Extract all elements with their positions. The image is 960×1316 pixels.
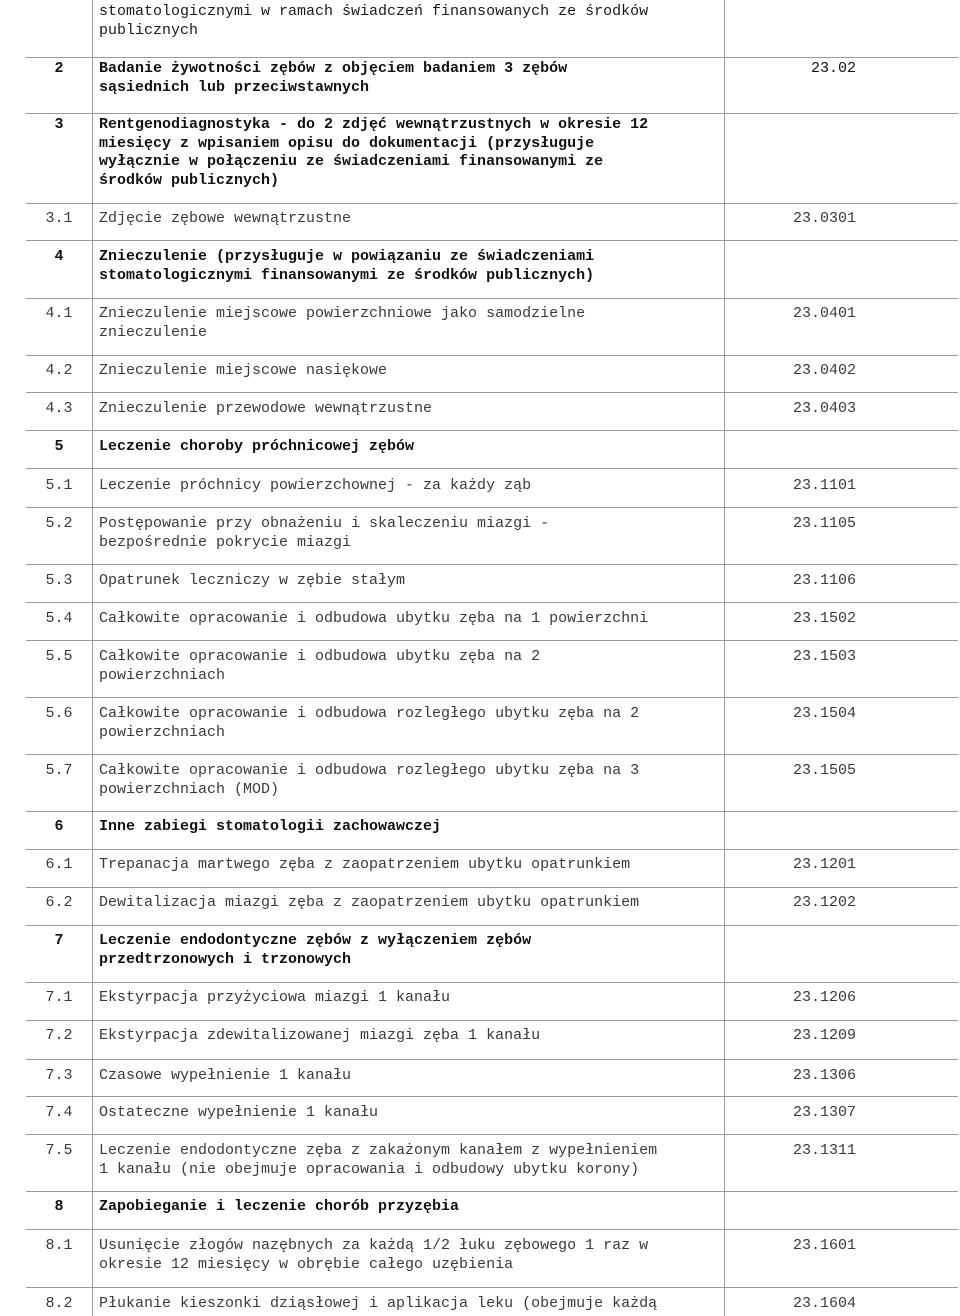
row-number: 4.1 <box>45 305 73 322</box>
row-number: 8.1 <box>45 1237 73 1254</box>
row-separator <box>26 392 958 393</box>
row-description: Leczenie choroby próchnicowej zębów <box>99 438 415 455</box>
row-description: Postępowanie przy obnażeniu i skaleczeniu miazgi - bezpośrednie pokrycie miazgi <box>99 515 550 551</box>
row-number: 3 <box>54 116 64 133</box>
row-number: 6.1 <box>45 856 73 873</box>
row-code: 23.1306 <box>792 1067 856 1084</box>
row-description: Rentgenodiagnostyka - do 2 zdjęć wewnątrzustnych w okresie 12 miesięcy z wpisaniem opisu do dokumentacji (przysługuje wyłącznie w połączeniu ze świadczeniami finansowanymi ze środków publicznych) <box>99 116 649 189</box>
row-description: Leczenie endodontyczne zęba z zakażonym kanałem z wypełnieniem 1 kanału (nie obejmuje opracowania i odbudowy ubytku korony) <box>99 1142 658 1178</box>
column-divider-left <box>92 0 93 1316</box>
row-code: 23.1206 <box>792 989 856 1006</box>
row-number: 7.5 <box>45 1142 73 1159</box>
row-number: 8 <box>54 1198 64 1215</box>
row-code: 23.0301 <box>792 210 856 227</box>
row-description: Ostateczne wypełnienie 1 kanału <box>99 1104 379 1121</box>
row-separator <box>26 430 958 431</box>
row-separator <box>26 925 958 926</box>
row-number: 8.2 <box>45 1295 73 1312</box>
row-code: 23.0401 <box>792 305 856 322</box>
row-code: 23.1209 <box>792 1027 856 1044</box>
row-description: Znieczulenie miejscowe powierzchniowe jako samodzielne znieczulenie <box>99 305 586 341</box>
row-separator <box>26 564 958 565</box>
row-code: 23.1604 <box>792 1295 856 1312</box>
row-separator <box>26 203 958 204</box>
row-description: Inne zabiegi stomatologii zachowawczej <box>99 818 442 835</box>
row-number: 7 <box>54 932 64 949</box>
row-code: 23.1505 <box>792 762 856 779</box>
row-description: Badanie żywotności zębów z objęciem badaniem 3 zębów sąsiednich lub przeciwstawnych <box>99 60 568 96</box>
row-description: Znieczulenie miejscowe nasiękowe <box>99 362 388 379</box>
row-code: 23.1202 <box>792 894 856 911</box>
row-separator <box>26 468 958 469</box>
row-number: 6.2 <box>45 894 73 911</box>
row-code: 23.1504 <box>792 705 856 722</box>
row-number: 5.3 <box>45 572 73 589</box>
row-description: stomatologicznymi w ramach świadczeń finansowanych ze środków publicznych <box>99 3 649 39</box>
row-description: Leczenie próchnicy powierzchownej - za każdy ząb <box>99 477 532 494</box>
row-code: 23.1105 <box>792 515 856 532</box>
row-separator <box>26 240 958 241</box>
row-separator <box>26 298 958 299</box>
row-separator <box>26 1096 958 1097</box>
row-separator <box>26 697 958 698</box>
row-code: 23.1201 <box>792 856 856 873</box>
row-number: 5.1 <box>45 477 73 494</box>
row-description: Zapobieganie i leczenie chorób przyzębia <box>99 1198 460 1215</box>
row-number: 6 <box>54 818 64 835</box>
row-separator <box>26 982 958 983</box>
row-number: 7.3 <box>45 1067 73 1084</box>
row-code: 23.1307 <box>792 1104 856 1121</box>
row-separator <box>26 57 958 58</box>
row-separator <box>26 113 958 114</box>
row-description: Całkowite opracowanie i odbudowa ubytku zęba na 2 powierzchniach <box>99 648 541 684</box>
row-separator <box>26 355 958 356</box>
row-description: Czasowe wypełnienie 1 kanału <box>99 1067 352 1084</box>
row-code: 23.0403 <box>792 400 856 417</box>
row-separator <box>26 849 958 850</box>
row-number: 5.4 <box>45 610 73 627</box>
row-code: 23.1311 <box>792 1142 856 1159</box>
row-number: 5.7 <box>45 762 73 779</box>
row-number: 7.4 <box>45 1104 73 1121</box>
row-number: 5.6 <box>45 705 73 722</box>
row-separator <box>26 1020 958 1021</box>
row-number: 2 <box>54 60 64 77</box>
row-description: Całkowite opracowanie i odbudowa rozległego ubytku zęba na 2 powierzchniach <box>99 705 640 741</box>
row-number: 5 <box>54 438 64 455</box>
row-number: 4 <box>54 248 64 265</box>
row-description: Leczenie endodontyczne zębów z wyłączeniem zębów przedtrzonowych i trzonowych <box>99 932 532 968</box>
row-code: 23.1503 <box>792 648 856 665</box>
row-separator <box>26 887 958 888</box>
row-description: Całkowite opracowanie i odbudowa rozległego ubytku zęba na 3 powierzchniach (MOD) <box>99 762 640 798</box>
row-description: Usunięcie złogów nazębnych za każdą 1/2 łuku zębowego 1 raz w okresie 12 miesięcy w obrębie całego uzębienia <box>99 1237 649 1273</box>
row-separator <box>26 754 958 755</box>
row-code: 23.1106 <box>792 572 856 589</box>
row-description: Opatrunek leczniczy w zębie stałym <box>99 572 406 589</box>
row-separator <box>26 1134 958 1135</box>
row-number: 3.1 <box>45 210 73 227</box>
row-number: 7.1 <box>45 989 73 1006</box>
row-number: 4.2 <box>45 362 73 379</box>
row-code: 23.1601 <box>792 1237 856 1254</box>
row-separator <box>26 811 958 812</box>
row-code: 23.0402 <box>792 362 856 379</box>
row-number: 5.5 <box>45 648 73 665</box>
row-separator <box>26 1287 958 1288</box>
row-description: Znieczulenie przewodowe wewnątrzustne <box>99 400 433 417</box>
row-description: Znieczulenie (przysługuje w powiązaniu ze świadczeniami stomatologicznymi finansowanymi ze środków publicznych) <box>99 248 595 284</box>
row-separator <box>26 1229 958 1230</box>
row-description: Płukanie kieszonki dziąsłowej i aplikacja leku (obejmuje każdą <box>99 1295 658 1312</box>
row-description: Ekstyrpacja przyżyciowa miazgi 1 kanału <box>99 989 451 1006</box>
row-description: Trepanacja martwego zęba z zaopatrzeniem ubytku opatrunkiem <box>99 856 631 873</box>
row-separator <box>26 1059 958 1060</box>
row-code: 23.1502 <box>792 610 856 627</box>
row-code: 23.1101 <box>792 477 856 494</box>
row-separator <box>26 640 958 641</box>
row-code: 23.02 <box>810 60 856 77</box>
row-description: Zdjęcie zębowe wewnątrzustne <box>99 210 352 227</box>
row-separator <box>26 1191 958 1192</box>
row-description: Dewitalizacja miazgi zęba z zaopatrzeniem ubytku opatrunkiem <box>99 894 640 911</box>
row-separator <box>26 602 958 603</box>
row-number: 5.2 <box>45 515 73 532</box>
row-description: Całkowite opracowanie i odbudowa ubytku zęba na 1 powierzchni <box>99 610 649 627</box>
row-number: 7.2 <box>45 1027 73 1044</box>
row-description: Ekstyrpacja zdewitalizowanej miazgi zęba 1 kanału <box>99 1027 541 1044</box>
row-number: 4.3 <box>45 400 73 417</box>
row-separator <box>26 507 958 508</box>
